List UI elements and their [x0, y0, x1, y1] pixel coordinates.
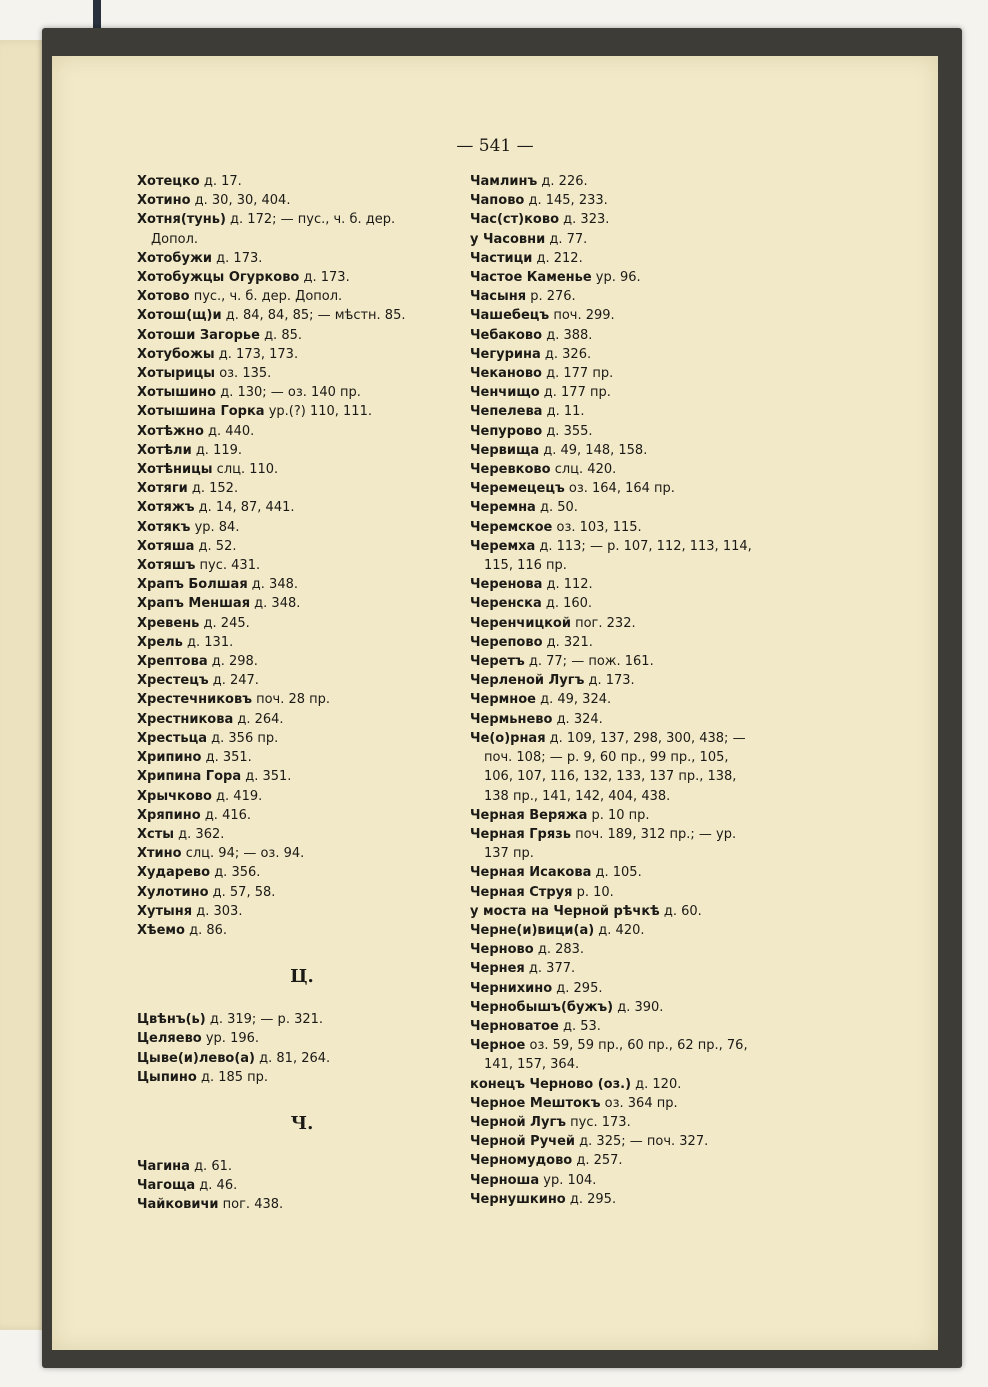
entry-name: конецъ Черново (оз.) [470, 1076, 632, 1092]
entry-refs: д. 177 пр. [542, 366, 614, 382]
entry-refs: поч. 28 пр. [251, 692, 331, 708]
entry-refs: д. 14, 87, 441. [194, 500, 295, 516]
entry-name: Частици [470, 250, 533, 266]
entry-name: Хотяшъ [137, 558, 196, 574]
index-entry [470, 1094, 820, 1113]
entry-name: Хрестечниковъ [137, 692, 252, 708]
page-number: — 541 — [456, 136, 534, 156]
index-entry [470, 287, 820, 306]
entry-refs: д. 30, 30, 404. [190, 193, 291, 209]
entry-name: у моста на Черной рѣчкѣ [470, 903, 660, 919]
index-entry [470, 1036, 820, 1074]
entry-refs: д. 420. [594, 922, 645, 938]
entry-name: Хрипино [137, 750, 202, 766]
entry-name: Хрель [137, 634, 183, 650]
entry-refs: д. 130; — оз. 140 пр. [216, 385, 361, 401]
index-entry [137, 306, 467, 325]
index-entry [470, 863, 820, 882]
entry-name: Черленой Лугъ [470, 673, 585, 689]
entry-continuation: 138 пр., 141, 142, 404, 438. [484, 788, 671, 804]
entry-refs: д. 84, 84, 85; — мѣстн. 85. [221, 308, 406, 324]
index-entry [470, 806, 820, 825]
entry-refs: д. 326. [540, 346, 592, 362]
index-entry [137, 287, 467, 306]
entry-name: Хотино [137, 193, 191, 209]
entry-name: Черемское [470, 519, 553, 535]
index-entry [470, 690, 820, 709]
index-entry [470, 998, 820, 1017]
entry-refs: д. 303. [192, 903, 243, 919]
entry-name: Чепурово [470, 423, 543, 439]
index-entry [470, 825, 820, 863]
entry-refs: поч. 299. [549, 308, 615, 324]
entry-name: Чермьнево [470, 711, 553, 727]
index-entry [137, 345, 467, 364]
entry-name: Храпъ Болшая [137, 577, 248, 593]
entry-refs: ур. 104. [539, 1172, 597, 1188]
index-entry [137, 268, 467, 287]
index-entry [137, 1068, 467, 1087]
entry-name: Черново [470, 942, 534, 958]
right-column [470, 172, 820, 1209]
index-entry [470, 441, 820, 460]
index-entry [137, 633, 467, 652]
entry-name: Цвѣнъ(ь) [137, 1012, 206, 1028]
entry-refs: поч. 189, 312 пр.; — ур. [570, 826, 737, 842]
entry-name: у Часовни [470, 231, 546, 247]
index-entry [470, 921, 820, 940]
entry-refs: д. 49, 324. [535, 692, 612, 708]
entry-name: Чагоща [137, 1178, 196, 1194]
entry-name: Целяево [137, 1031, 202, 1047]
index-entry [137, 172, 467, 191]
entry-name: Хряпино [137, 807, 201, 823]
entry-refs: р. 276. [526, 289, 576, 305]
entry-refs: д. 50. [535, 500, 578, 516]
entry-refs: д. 245. [199, 615, 250, 631]
index-entry [470, 594, 820, 613]
entry-name: Черевково [470, 462, 551, 478]
left-entries [137, 172, 467, 940]
entry-name: Хотня(тунь) [137, 212, 226, 228]
index-entry [470, 940, 820, 959]
index-entry [137, 498, 467, 517]
entry-refs: д. 298. [207, 654, 258, 670]
index-entry [470, 1151, 820, 1170]
index-entry [137, 441, 467, 460]
entry-name: Черной Лугъ [470, 1114, 567, 1130]
index-entry [470, 172, 820, 191]
index-entry [470, 268, 820, 287]
entry-name: Черная Струя [470, 884, 573, 900]
entry-refs: д. 351. [201, 750, 252, 766]
index-entry [470, 345, 820, 364]
index-entry [137, 537, 467, 556]
index-entry [137, 1010, 467, 1029]
index-entry [137, 191, 467, 210]
entry-refs: д. 17. [199, 174, 242, 189]
index-entry [137, 210, 467, 248]
entry-name: Хотышино [137, 385, 217, 401]
entry-refs: оз. 135. [215, 366, 272, 382]
right-entries [470, 172, 820, 1209]
index-entry [470, 460, 820, 479]
index-entry [470, 498, 820, 517]
entry-refs: д. 440. [203, 423, 255, 439]
entry-refs: оз. 59, 59 пр., 60 пр., 62 пр., 76, [525, 1038, 748, 1054]
index-entry [470, 249, 820, 268]
entry-refs: д. 145, 233. [524, 193, 608, 209]
entry-name: Чермное [470, 692, 536, 708]
entry-continuation: Допол. [151, 231, 199, 247]
ch-entries [137, 1157, 467, 1215]
entry-refs: ур. 196. [201, 1031, 260, 1047]
entry-refs: д. 390. [613, 999, 664, 1015]
index-entry [137, 844, 467, 863]
index-entry [137, 767, 467, 786]
index-entry [137, 575, 467, 594]
entry-refs: д. 131. [182, 634, 234, 650]
entry-refs: ур.(?) 110, 111. [264, 404, 372, 420]
index-entry [137, 1049, 467, 1068]
entry-continuation: поч. 108; — р. 9, 60 пр., 99 пр., 105, [484, 750, 729, 766]
entry-name: Хотоши Загорье [137, 327, 260, 343]
entry-name: Час(ст)ково [470, 212, 560, 228]
entry-refs: д. 323. [559, 212, 610, 228]
entry-name: Черенчицкой [470, 615, 571, 631]
entry-name: Чепелева [470, 404, 543, 420]
entry-name: Цыве(и)лево(а) [137, 1050, 256, 1066]
ts-entries [137, 1010, 467, 1087]
entry-name: Черная Исакова [470, 865, 592, 881]
entry-name: Черная Грязь [470, 826, 571, 842]
entry-name: Хотяша [137, 538, 195, 554]
entry-refs: д. 388. [542, 327, 593, 343]
entry-continuation: 141, 157, 364. [484, 1057, 580, 1073]
index-entry [470, 902, 820, 921]
entry-refs: д. 416. [200, 807, 252, 823]
entry-name: Черенска [470, 596, 542, 612]
entry-refs: д. 185 пр. [196, 1069, 269, 1085]
entry-refs: д. 247. [208, 673, 259, 689]
index-entry [470, 1017, 820, 1036]
entry-refs: ур. 96. [591, 270, 641, 286]
entry-refs: оз. 103, 115. [552, 519, 642, 535]
entry-name: Хревень [137, 615, 200, 631]
index-entry [470, 979, 820, 998]
entry-name: Черномудово [470, 1153, 573, 1169]
entry-refs: д. 362. [174, 826, 225, 842]
index-entry [470, 710, 820, 729]
entry-refs: д. 325; — поч. 327. [575, 1134, 709, 1150]
entry-name: Хотѣжно [137, 423, 204, 439]
entry-name: Черенова [470, 577, 543, 593]
index-entry [470, 191, 820, 210]
entry-name: Хотово [137, 289, 190, 305]
entry-refs: д. 49, 148, 158. [539, 442, 648, 458]
entry-name: Хударево [137, 865, 211, 881]
entry-name: Чайковичи [137, 1197, 219, 1213]
index-entry [137, 825, 467, 844]
entry-refs: слц. 110. [212, 462, 279, 478]
entry-name: Часыня [470, 289, 527, 305]
index-entry [137, 422, 467, 441]
entry-refs: р. 10 пр. [587, 807, 650, 823]
entry-name: Хрептова [137, 654, 208, 670]
index-entry [137, 690, 467, 709]
index-entry [470, 326, 820, 345]
entry-continuation: 115, 116 пр. [484, 558, 567, 574]
entry-refs: д. 348. [247, 577, 299, 593]
entry-refs: д. 60. [659, 903, 702, 919]
entry-refs: пог. 438. [218, 1197, 284, 1213]
index-entry [470, 729, 820, 806]
index-entry [137, 863, 467, 882]
index-entry [470, 959, 820, 978]
entry-name: Хтино [137, 846, 182, 862]
entry-name: Хотѣли [137, 442, 192, 458]
entry-refs: д. 119. [191, 442, 243, 458]
entry-name: Черная Веряжа [470, 807, 588, 823]
entry-name: Черне(и)вици(а) [470, 922, 595, 938]
letter-heading-ts: Ц. [290, 966, 314, 988]
entry-refs: д. 355. [542, 423, 593, 439]
index-entry [137, 364, 467, 383]
index-entry [137, 729, 467, 748]
index-entry [137, 710, 467, 729]
entry-name: Чернушкино [470, 1191, 566, 1207]
entry-name: Черноша [470, 1172, 540, 1188]
entry-name: Чагина [137, 1158, 190, 1174]
entry-refs: д. 257. [572, 1153, 623, 1169]
entry-refs: д. 105. [591, 865, 642, 881]
entry-refs: д. 77; — пож. 161. [524, 654, 654, 670]
entry-name: Черетъ [470, 654, 525, 670]
entry-refs: р. 10. [572, 884, 614, 900]
entry-refs: д. 109, 137, 298, 300, 438; — [545, 730, 746, 746]
entry-name: Хотубожы [137, 346, 215, 362]
entry-name: Чернихино [470, 980, 553, 996]
entry-name: Хѣемо [137, 922, 185, 938]
index-entry [137, 556, 467, 575]
entry-refs: д. 85. [259, 327, 302, 343]
index-entry [470, 364, 820, 383]
entry-refs: д. 356 пр. [207, 730, 279, 746]
entry-refs: д. 173. [299, 270, 350, 286]
index-entry [470, 652, 820, 671]
entry-name: Черное [470, 1038, 526, 1054]
entry-name: Хотырицы [137, 366, 216, 382]
entry-refs: д. 173, 173. [214, 346, 299, 362]
entry-refs: д. 86. [184, 922, 228, 938]
entry-name: Чашебецъ [470, 308, 550, 324]
entry-refs: пус., ч. б. дер. Допол. [189, 289, 343, 305]
index-entry [470, 210, 820, 229]
entry-name: Хотецко [137, 174, 200, 189]
entry-refs: оз. 364 пр. [600, 1095, 678, 1111]
entry-name: Цыпино [137, 1069, 197, 1085]
entry-refs: д. 377. [524, 961, 576, 977]
entry-refs: д. 112. [542, 577, 593, 593]
entry-name: Хотѣницы [137, 462, 213, 478]
entry-refs: д. 295. [552, 980, 603, 996]
entry-name: Чапово [470, 193, 525, 209]
index-entry [137, 614, 467, 633]
index-entry [470, 1132, 820, 1151]
entry-name: Хотобужцы Огурково [137, 270, 300, 286]
entry-name: Черноватое [470, 1018, 559, 1034]
index-entry [137, 671, 467, 690]
entry-refs: д. 57, 58. [208, 884, 276, 900]
entry-refs: пус. 173. [566, 1114, 631, 1130]
entry-name: Хотобужи [137, 250, 213, 266]
index-entry [470, 671, 820, 690]
entry-refs: д. 173. [584, 673, 635, 689]
entry-name: Черной Ручей [470, 1134, 576, 1150]
entry-name: Чамлинъ [470, 174, 538, 189]
entry-refs: д. 356. [210, 865, 261, 881]
entry-refs: д. 160. [541, 596, 593, 612]
index-entry [137, 1157, 467, 1176]
entry-refs: д. 283. [533, 942, 585, 958]
index-entry [470, 479, 820, 498]
entry-refs: д. 113; — р. 107, 112, 113, 114, [535, 538, 752, 554]
index-entry [137, 787, 467, 806]
entry-refs: д. 172; — пус., ч. б. дер. [225, 212, 396, 228]
index-entry [470, 1113, 820, 1132]
index-entry [470, 633, 820, 652]
entry-name: Хулотино [137, 884, 209, 900]
index-entry [137, 383, 467, 402]
entry-name: Чеканово [470, 366, 542, 382]
entry-name: Хрипина Гора [137, 769, 242, 785]
entry-refs: оз. 164, 164 пр. [564, 481, 675, 497]
index-entry [137, 748, 467, 767]
index-entry [137, 806, 467, 825]
index-entry [470, 614, 820, 633]
entry-name: Чегурина [470, 346, 541, 362]
entry-name: Червища [470, 442, 540, 458]
entry-refs: д. 81, 264. [255, 1050, 331, 1066]
entry-name: Хрестьца [137, 730, 208, 746]
index-entry [470, 306, 820, 325]
index-entry [470, 883, 820, 902]
entry-continuation: 106, 107, 116, 132, 133, 137 пр., 138, [484, 769, 737, 785]
entry-name: Хрестецъ [137, 673, 209, 689]
entry-refs: д. 61. [189, 1158, 232, 1174]
entry-name: Черемецецъ [470, 481, 565, 497]
entry-name: Храпъ Меншая [137, 596, 251, 612]
entry-name: Хотышина Горка [137, 404, 265, 420]
book-page [52, 56, 938, 1350]
index-entry [137, 460, 467, 479]
entry-refs: д. 321. [542, 634, 593, 650]
entry-refs: д. 324. [552, 711, 603, 727]
entry-name: Черное Мештокъ [470, 1095, 601, 1111]
entry-refs: ур. 84. [190, 519, 240, 535]
index-entry [137, 1029, 467, 1048]
index-entry [470, 575, 820, 594]
entry-name: Хсты [137, 826, 175, 842]
entry-refs: д. 351. [241, 769, 292, 785]
entry-name: Чернобышъ(бужъ) [470, 999, 614, 1015]
entry-name: Хрычково [137, 788, 212, 804]
entry-refs: д. 53. [558, 1018, 601, 1034]
entry-name: Чебаково [470, 327, 543, 343]
entry-refs: д. 419. [211, 788, 263, 804]
index-entry [470, 518, 820, 537]
entry-continuation: 137 пр. [484, 846, 534, 862]
entry-name: Частое Каменье [470, 270, 592, 286]
entry-refs: слц. 420. [550, 462, 617, 478]
entry-name: Черепово [470, 634, 543, 650]
entry-refs: д. 177 пр. [539, 385, 611, 401]
entry-name: Черемна [470, 500, 536, 516]
entry-refs: пог. 232. [570, 615, 636, 631]
entry-refs: пус. 431. [195, 558, 261, 574]
index-entry [470, 383, 820, 402]
index-entry [137, 402, 467, 421]
index-entry [470, 1190, 820, 1209]
index-entry [470, 1171, 820, 1190]
entry-name: Хотяжъ [137, 500, 195, 516]
index-entry [470, 422, 820, 441]
index-entry [137, 1176, 467, 1195]
index-entry [137, 326, 467, 345]
entry-refs: д. 295. [565, 1191, 617, 1207]
index-entry [470, 537, 820, 575]
index-entry [137, 902, 467, 921]
entry-refs: д. 152. [187, 481, 239, 497]
index-entry [470, 230, 820, 249]
entry-refs: д. 77. [545, 231, 588, 247]
entry-refs: д. 11. [542, 404, 585, 420]
entry-name: Хотош(щ)и [137, 308, 222, 324]
entry-refs: д. 226. [537, 174, 588, 189]
left-column [137, 172, 467, 1215]
index-entry [137, 594, 467, 613]
entry-name: Черемха [470, 538, 536, 554]
entry-refs: д. 120. [631, 1076, 682, 1092]
entry-refs: д. 348. [250, 596, 301, 612]
index-entry [137, 249, 467, 268]
entry-name: Хотяги [137, 481, 188, 497]
index-entry [137, 652, 467, 671]
entry-refs: д. 52. [194, 538, 237, 554]
index-entry [137, 921, 467, 940]
index-entry [137, 479, 467, 498]
entry-refs: слц. 94; — оз. 94. [181, 846, 305, 862]
entry-name: Хотякъ [137, 519, 191, 535]
entry-refs: д. 319; — р. 321. [205, 1012, 324, 1028]
entry-refs: д. 173. [212, 250, 263, 266]
entry-refs: д. 264. [233, 711, 284, 727]
entry-name: Че(о)рная [470, 730, 546, 746]
entry-name: Хутыня [137, 903, 193, 919]
index-entry [137, 518, 467, 537]
index-entry [470, 402, 820, 421]
index-entry [137, 883, 467, 902]
index-entry [137, 1195, 467, 1214]
entry-name: Ченчищо [470, 385, 540, 401]
entry-refs: д. 46. [195, 1178, 238, 1194]
letter-heading-ch: Ч. [290, 1112, 314, 1134]
entry-refs: д. 212. [532, 250, 583, 266]
entry-name: Хрестникова [137, 711, 234, 727]
index-entry [470, 1075, 820, 1094]
entry-name: Чернея [470, 961, 525, 977]
